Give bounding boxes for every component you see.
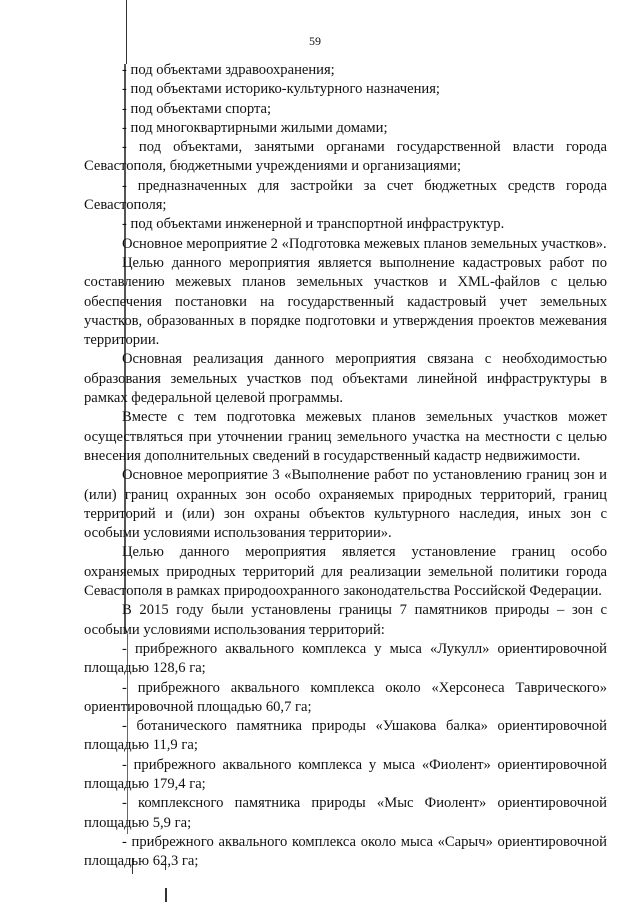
list-item: - предназначенных для застройки за счет бюджетных средств города Севастополя; bbox=[84, 177, 607, 214]
list-item: - прибрежного аквального комплекса у мыса «Фиолент» ориентировочной площадью 179,4 га; bbox=[84, 756, 607, 792]
list-item: - ботанического памятника природы «Ушакова балка» ориентировочной площадью 11,9 га; bbox=[84, 718, 607, 754]
paragraph: Целью данного мероприятия является выполнение кадастровых работ по составлению межевых планов земельных участков и XML-файлов с целью обеспечения постановки на государственный кадастровый учет земельных участков, образованных в порядке подготовки и утверждения проектов межевания территории. bbox=[84, 254, 607, 349]
paragraph: Основное мероприятие 3 «Выполнение работ по установлению границ зон и (или) границ охранных зон особо охраняемых природных территорий, границ территорий и (или) зон охраны объектов культурного наследия, иных зон с особыми условиями использования территории». bbox=[84, 467, 607, 542]
document-body bbox=[84, 61, 607, 871]
list-item: - под объектами инженерной и транспортной инфраструктур. bbox=[122, 216, 505, 233]
list-item: - прибрежного аквального комплекса около «Херсонеса Таврического» ориентировочной площадью 60,7 га; bbox=[84, 679, 607, 715]
list-item: - под многоквартирными жилыми домами; bbox=[122, 119, 388, 136]
paragraph: В 2015 году были установлены границы 7 памятников природы – зон с особыми условиями использования территорий: bbox=[84, 602, 607, 638]
paragraph: Основная реализация данного мероприятия связана с необходимостью образования земельных участков под объектами линейной инфраструктуры в рамках федеральной целевой программы. bbox=[84, 351, 607, 407]
list-item: - под объектами здравоохранения; bbox=[122, 62, 335, 78]
scan-mark-3 bbox=[165, 888, 167, 902]
page-number: 59 bbox=[309, 34, 321, 48]
list-item: - под объектами историко-культурного назначения; bbox=[122, 81, 440, 98]
list-item: - под объектами спорта; bbox=[122, 100, 272, 117]
list-item: - комплексного памятника природы «Мыс Фиолент» ориентировочной площадью 5,9 га; bbox=[84, 795, 607, 831]
list-item: - прибрежного аквального комплекса около мыса «Сарыч» ориентировочной площадью 62,3 га; bbox=[84, 833, 607, 870]
scan-binding-line-top bbox=[126, 0, 127, 64]
list-item: - под объектами, занятыми органами государственной власти города Севастополя, бюджетными учреждениями и организациями; bbox=[84, 139, 607, 175]
paragraph: Целью данного мероприятия является установление границ особо охраняемых природных территорий для реализации земельной политики города Севастополя в рамках природоохранного законодательства Российской Федерации. bbox=[84, 544, 607, 600]
paragraph: Вместе с тем подготовка межевых планов земельных участков может осуществляться при уточнении границ земельного участка на местности с целью внесения дополнительных сведений в государственный кадастр недвижимости. bbox=[84, 409, 607, 464]
list-item: - прибрежного аквального комплекса у мыса «Лукулл» ориентировочной площадью 128,6 га; bbox=[84, 640, 607, 677]
paragraph: Основное мероприятие 2 «Подготовка межевых планов земельных участков». bbox=[122, 235, 607, 252]
